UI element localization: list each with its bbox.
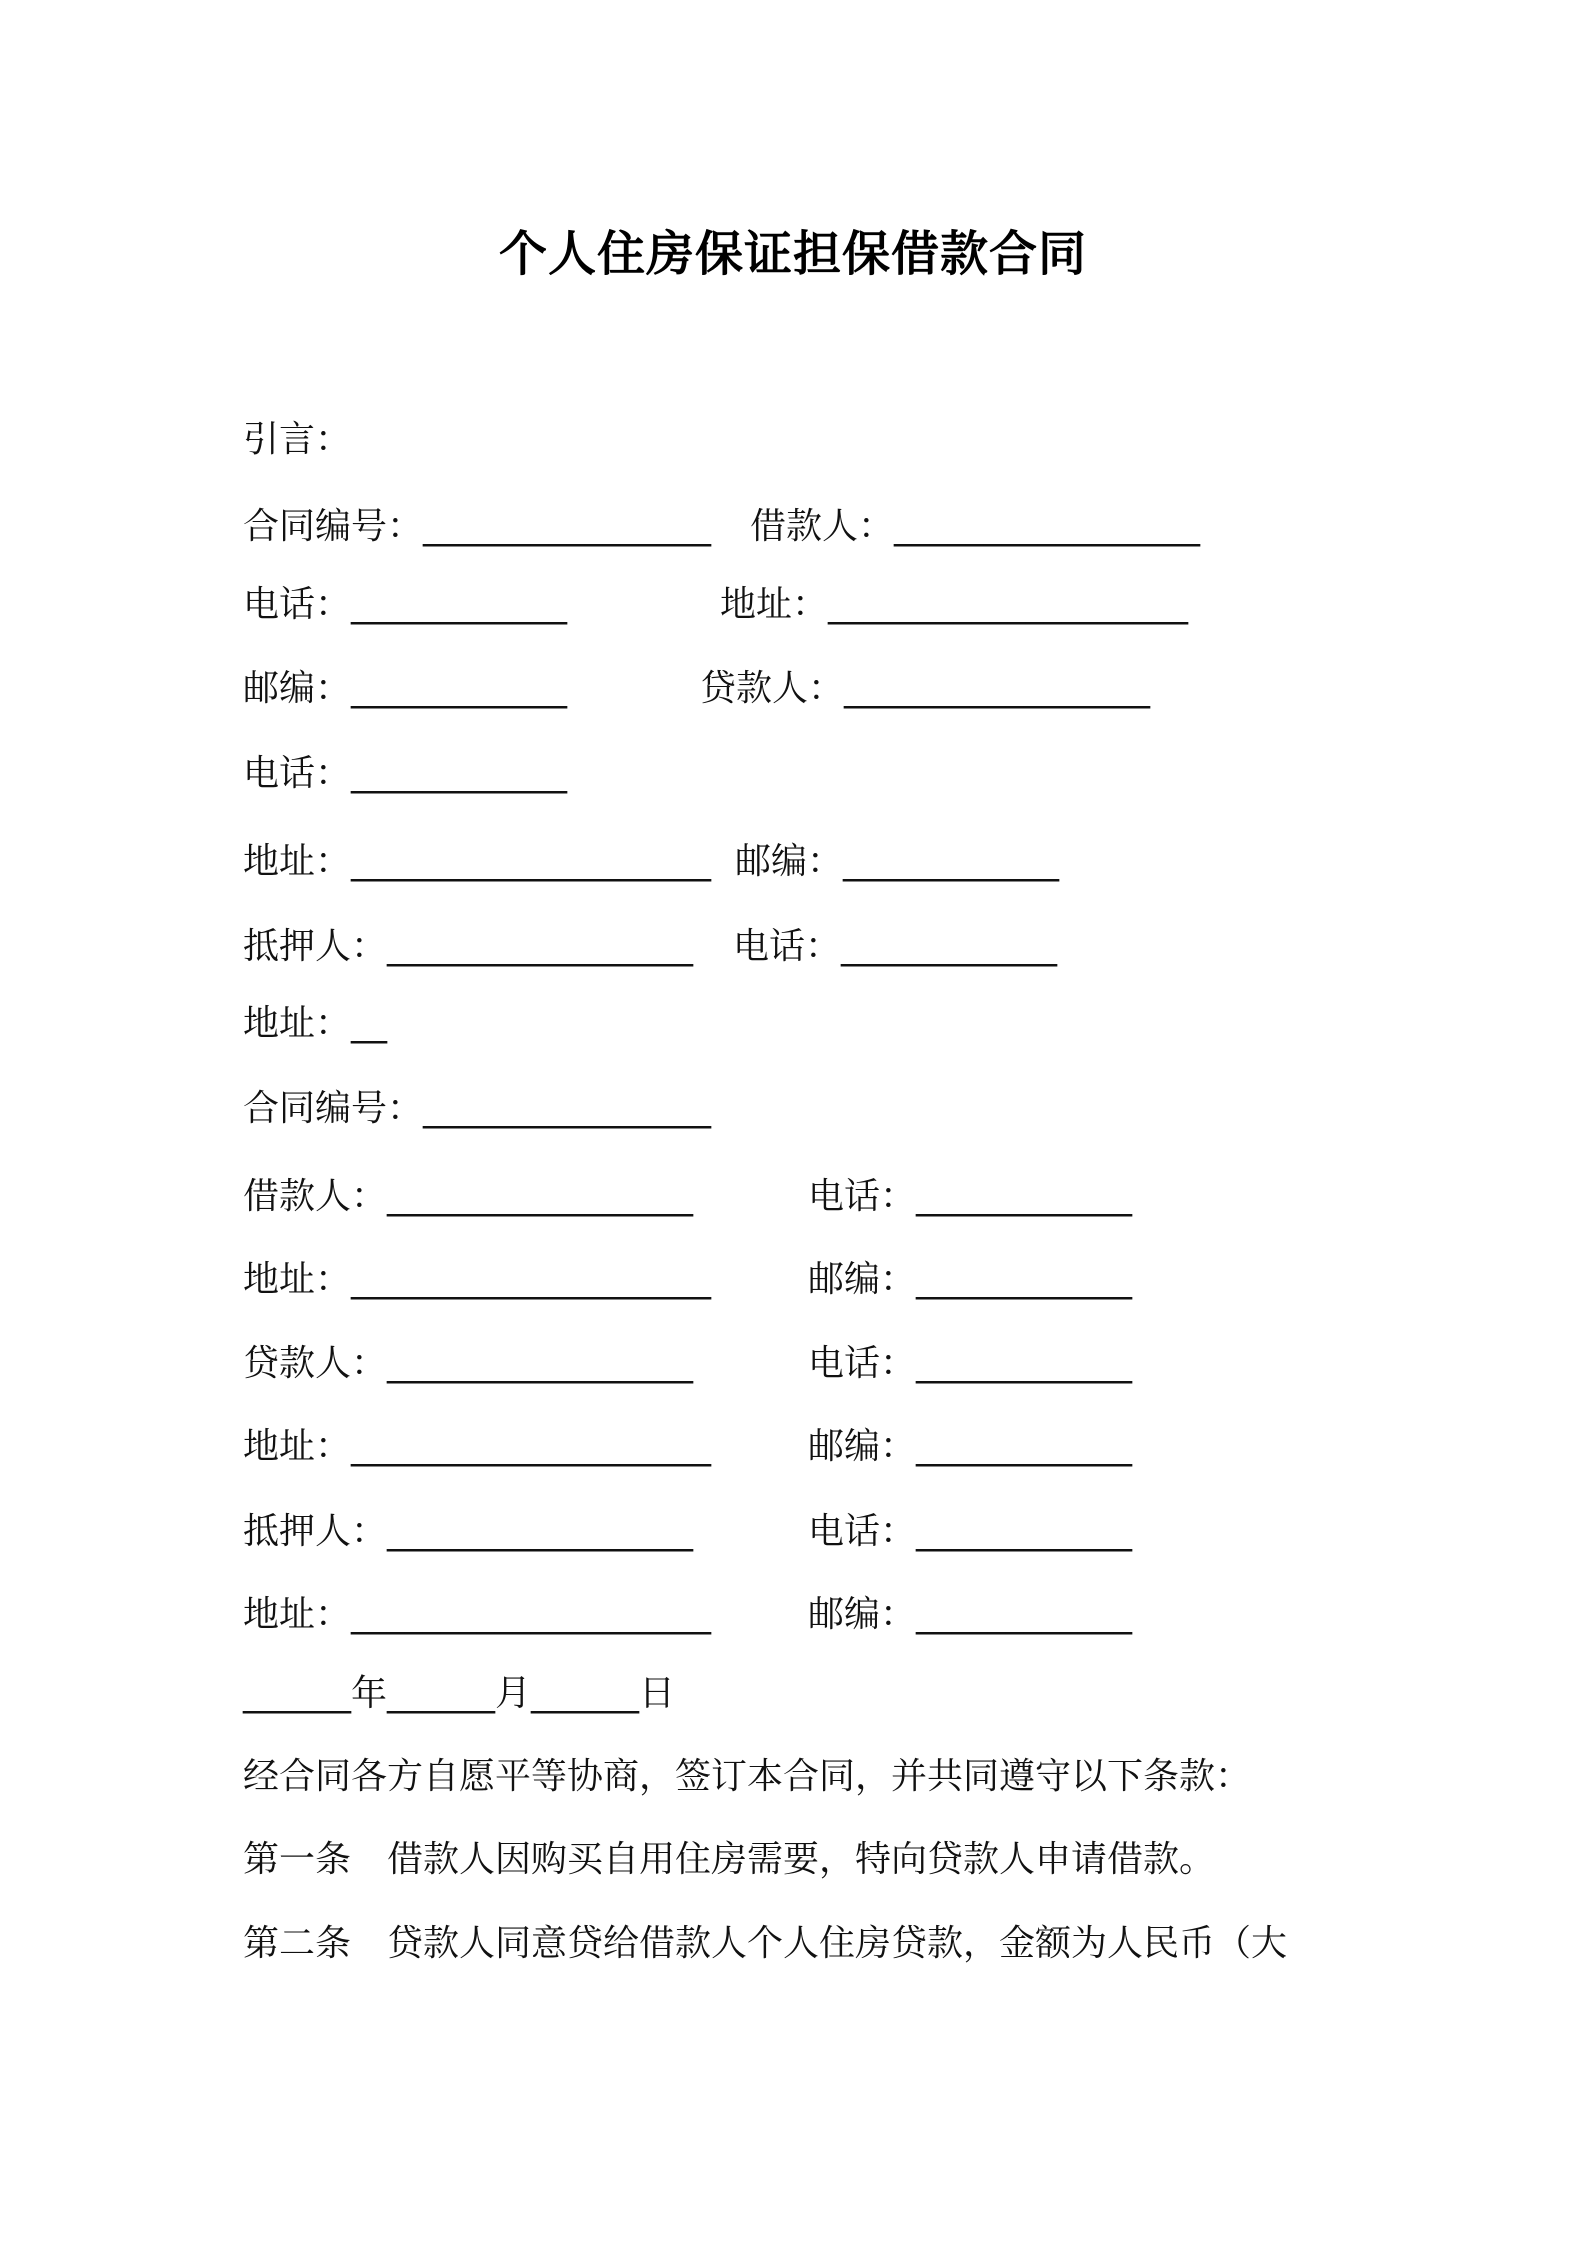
address-field: 地址：____________________: [720, 584, 1189, 625]
phone-field: 电话：____________: [243, 584, 568, 625]
contract-number-field: 合同编号：________________: [243, 506, 712, 547]
postcode-field: 邮编：____________: [243, 668, 568, 709]
document-title: 个人住房保证担保借款合同: [498, 226, 1087, 282]
lender-field: 贷款人：_________________: [243, 1343, 694, 1384]
address-field: 地址：____________________: [243, 1259, 712, 1300]
address-field: 地址：____________________: [243, 841, 712, 882]
postcode-field: 邮编：____________: [808, 1426, 1133, 1467]
address-field: 地址：__: [243, 1003, 388, 1044]
article-2: 第二条 贷款人同意贷给借款人个人住房贷款，金额为人民币（大: [243, 1923, 1288, 1964]
mortgagor-field: 抵押人：_________________: [243, 926, 694, 967]
lender-field: 贷款人：_________________: [700, 668, 1151, 709]
phone-field: 电话：____________: [808, 1511, 1133, 1552]
phone-field: 电话：____________: [243, 753, 568, 794]
article-1: 第一条 借款人因购买自用住房需要，特向贷款人申请借款。: [243, 1839, 1216, 1880]
mortgagor-field: 抵押人：_________________: [243, 1511, 694, 1552]
date-line: ______年______月______日: [243, 1673, 675, 1714]
contract-number-field: 合同编号：________________: [243, 1088, 712, 1129]
phone-field: 电话：____________: [808, 1176, 1133, 1217]
address-field: 地址：____________________: [243, 1426, 712, 1467]
postcode-field: 邮编：____________: [735, 841, 1060, 882]
phone-field: 电话：____________: [808, 1343, 1133, 1384]
borrower-field: 借款人：_________________: [750, 506, 1201, 547]
phone-field: 电话：____________: [733, 926, 1058, 967]
intro-paragraph: 经合同各方自愿平等协商，签订本合同，并共同遵守以下条款：: [243, 1756, 1252, 1797]
postcode-field: 邮编：____________: [808, 1259, 1133, 1300]
borrower-field: 借款人：_________________: [243, 1176, 694, 1217]
postcode-field: 邮编：____________: [808, 1594, 1133, 1635]
address-field: 地址：____________________: [243, 1594, 712, 1635]
preface-label: 引言：: [243, 419, 352, 460]
